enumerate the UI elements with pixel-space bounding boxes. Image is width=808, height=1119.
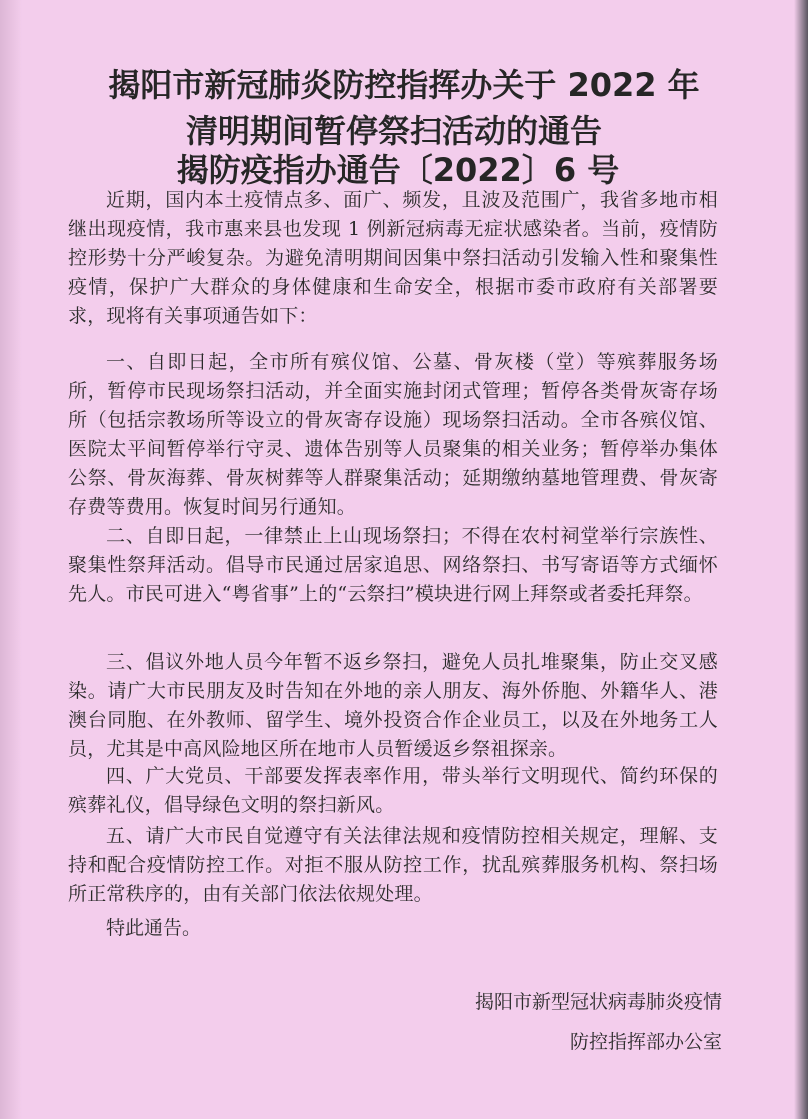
item-one-paragraph: 一、自即日起，全市所有殡仪馆、公墓、骨灰楼（堂）等殡葬服务场所，暂停市民现场祭扫活动，并全面实施封闭式管理；暂停各类骨灰寄存场所（包括宗教场所等设立的骨灰寄存设施）现场祭扫活动。全市各殡仪馆、医院太平间暂停举行守灵、遗体告别等人员聚集的相关业务；暂停举办集体公祭、骨灰海葬、骨灰树葬等人群聚集活动；延期缴纳墓地管理费、骨灰寄存费等费用。恢复时间另行通知。 xyxy=(68,351,718,518)
document-number: 揭防疫指办通告〔2022〕6 号 xyxy=(176,151,620,189)
signature-line-2: 防控指挥部办公室 xyxy=(569,1031,722,1053)
item-four-paragraph: 四、广大党员、干部要发挥表率作用，带头举行文明现代、简约环保的殡葬礼仪，倡导绿色文明的祭扫新风。 xyxy=(68,765,718,816)
closing-text: 特此通告。 xyxy=(106,917,202,939)
intro-paragraph: 近期，国内本土疫情点多、面广、频发，且波及范围广，我省多地市相继出现疫情，我市惠来县也发现 1 例新冠病毒无症状感染者。当前，疫情防控形势十分严峻复杂。为避免清明期间因集中祭扫活动引发输入性和聚集性疫情，保护广大群众的身体健康和生命安全，根据市委市政府有关部署要求，现将有关事项通告如下： xyxy=(68,189,718,327)
document-title-line-1: 揭阳市新冠肺炎防控指挥办关于 2022 年 xyxy=(108,66,700,104)
document-title-line-2: 清明期间暂停祭扫活动的通告 xyxy=(185,112,602,150)
item-two-paragraph: 二、自即日起，一律禁止上山现场祭扫；不得在农村祠堂举行宗族性、聚集性祭拜活动。倡导市民通过居家追思、网络祭扫、书写寄语等方式缅怀先人。市民可进入“粤省事”上的“云祭扫”模块进行网上拜祭或者委托拜祭。 xyxy=(68,525,718,605)
signature-line-1: 揭阳市新型冠状病毒肺炎疫情 xyxy=(474,991,722,1013)
item-five-paragraph: 五、请广大市民自觉遵守有关法律法规和疫情防控相关规定，理解、支持和配合疫情防控工作。对拒不服从防控工作，扰乱殡葬服务机构、祭扫场所正常秩序的，由有关部门依法依规处理。 xyxy=(68,825,718,905)
item-three-paragraph: 三、倡议外地人员今年暂不返乡祭扫，避免人员扎堆聚集，防止交叉感染。请广大市民朋友及时告知在外地的亲人朋友、海外侨胞、外籍华人、港澳台同胞、在外教师、留学生、境外投资合作企业员工，以及在外地务工人员，尤其是中高风险地区所在地市人员暂缓返乡祭祖探亲。 xyxy=(68,651,718,760)
